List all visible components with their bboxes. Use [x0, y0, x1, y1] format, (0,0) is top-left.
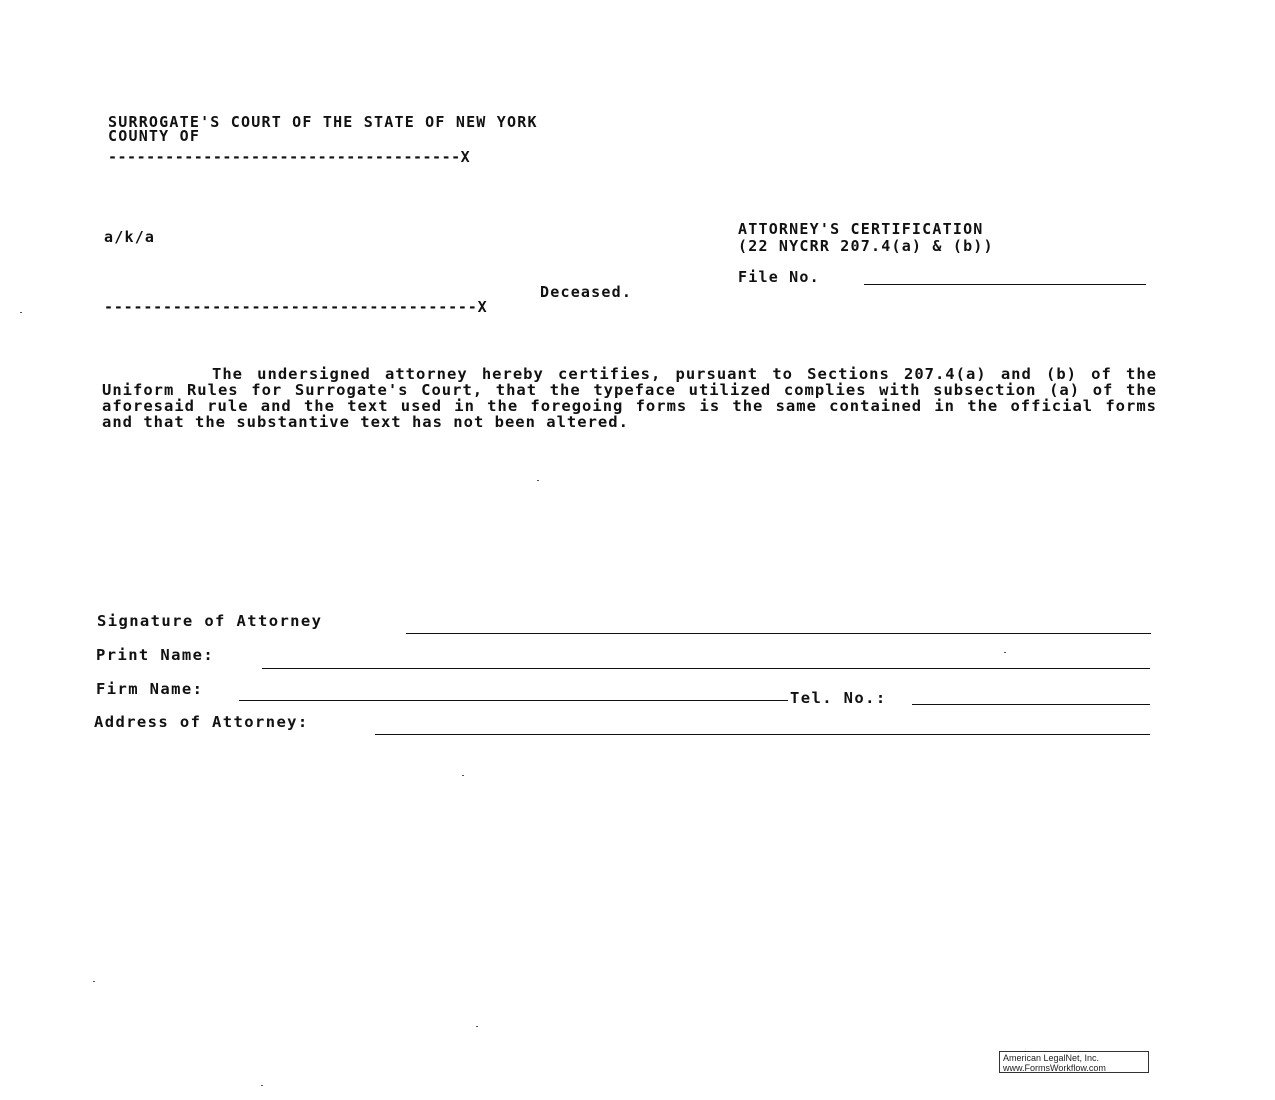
publisher-stamp: [999, 1051, 1149, 1073]
rule-citation: (22 NYCRR 207.4(a) & (b)): [738, 237, 994, 255]
county-label: COUNTY OF: [108, 127, 201, 145]
caption-separator-bottom: --------------------------------------X: [104, 298, 488, 316]
scan-speck: [20, 312, 22, 313]
scan-speck: [537, 480, 539, 481]
scan-speck: [1004, 652, 1006, 653]
address-field[interactable]: [375, 734, 1150, 735]
tel-label: Tel. No.:: [790, 689, 887, 707]
file-number-label: File No.: [738, 268, 820, 286]
address-label: Address of Attorney:: [94, 713, 309, 731]
scan-speck: [476, 1026, 478, 1027]
certification-paragraph: [102, 366, 1157, 430]
publisher-website: www.FormsWorkflow.com: [1003, 1063, 1106, 1073]
publisher-name: American LegalNet, Inc.: [1003, 1053, 1100, 1063]
signature-field[interactable]: [406, 633, 1151, 634]
document-title: ATTORNEY'S CERTIFICATION: [738, 220, 984, 238]
print-name-label: Print Name:: [96, 646, 215, 664]
signature-label: Signature of Attorney: [97, 612, 323, 630]
scan-speck: [261, 1085, 263, 1086]
court-name: SURROGATE'S COURT OF THE STATE OF NEW YORK: [108, 113, 538, 131]
deceased-label: Deceased.: [540, 283, 633, 301]
firm-name-label: Firm Name:: [96, 680, 204, 698]
print-name-field[interactable]: [262, 668, 1150, 669]
firm-name-field[interactable]: [239, 700, 788, 701]
scan-speck: [462, 775, 464, 776]
aka-label: a/k/a: [104, 228, 156, 246]
file-number-field[interactable]: [864, 284, 1146, 285]
tel-field[interactable]: [912, 704, 1150, 705]
scan-speck: [93, 981, 95, 982]
certification-text: The undersigned attorney hereby certifies, pursuant to Sections 207.4(a) and (b) of the Uniform Rules for Surrogate's Court, that the typeface utilized complies with subsection (a) of the aforesaid rule and the text used in the foregoing forms is the same contained in the official forms and that the substantive text has not been altered.: [102, 365, 1157, 431]
caption-separator-top: -------------------------------------X: [108, 148, 471, 166]
